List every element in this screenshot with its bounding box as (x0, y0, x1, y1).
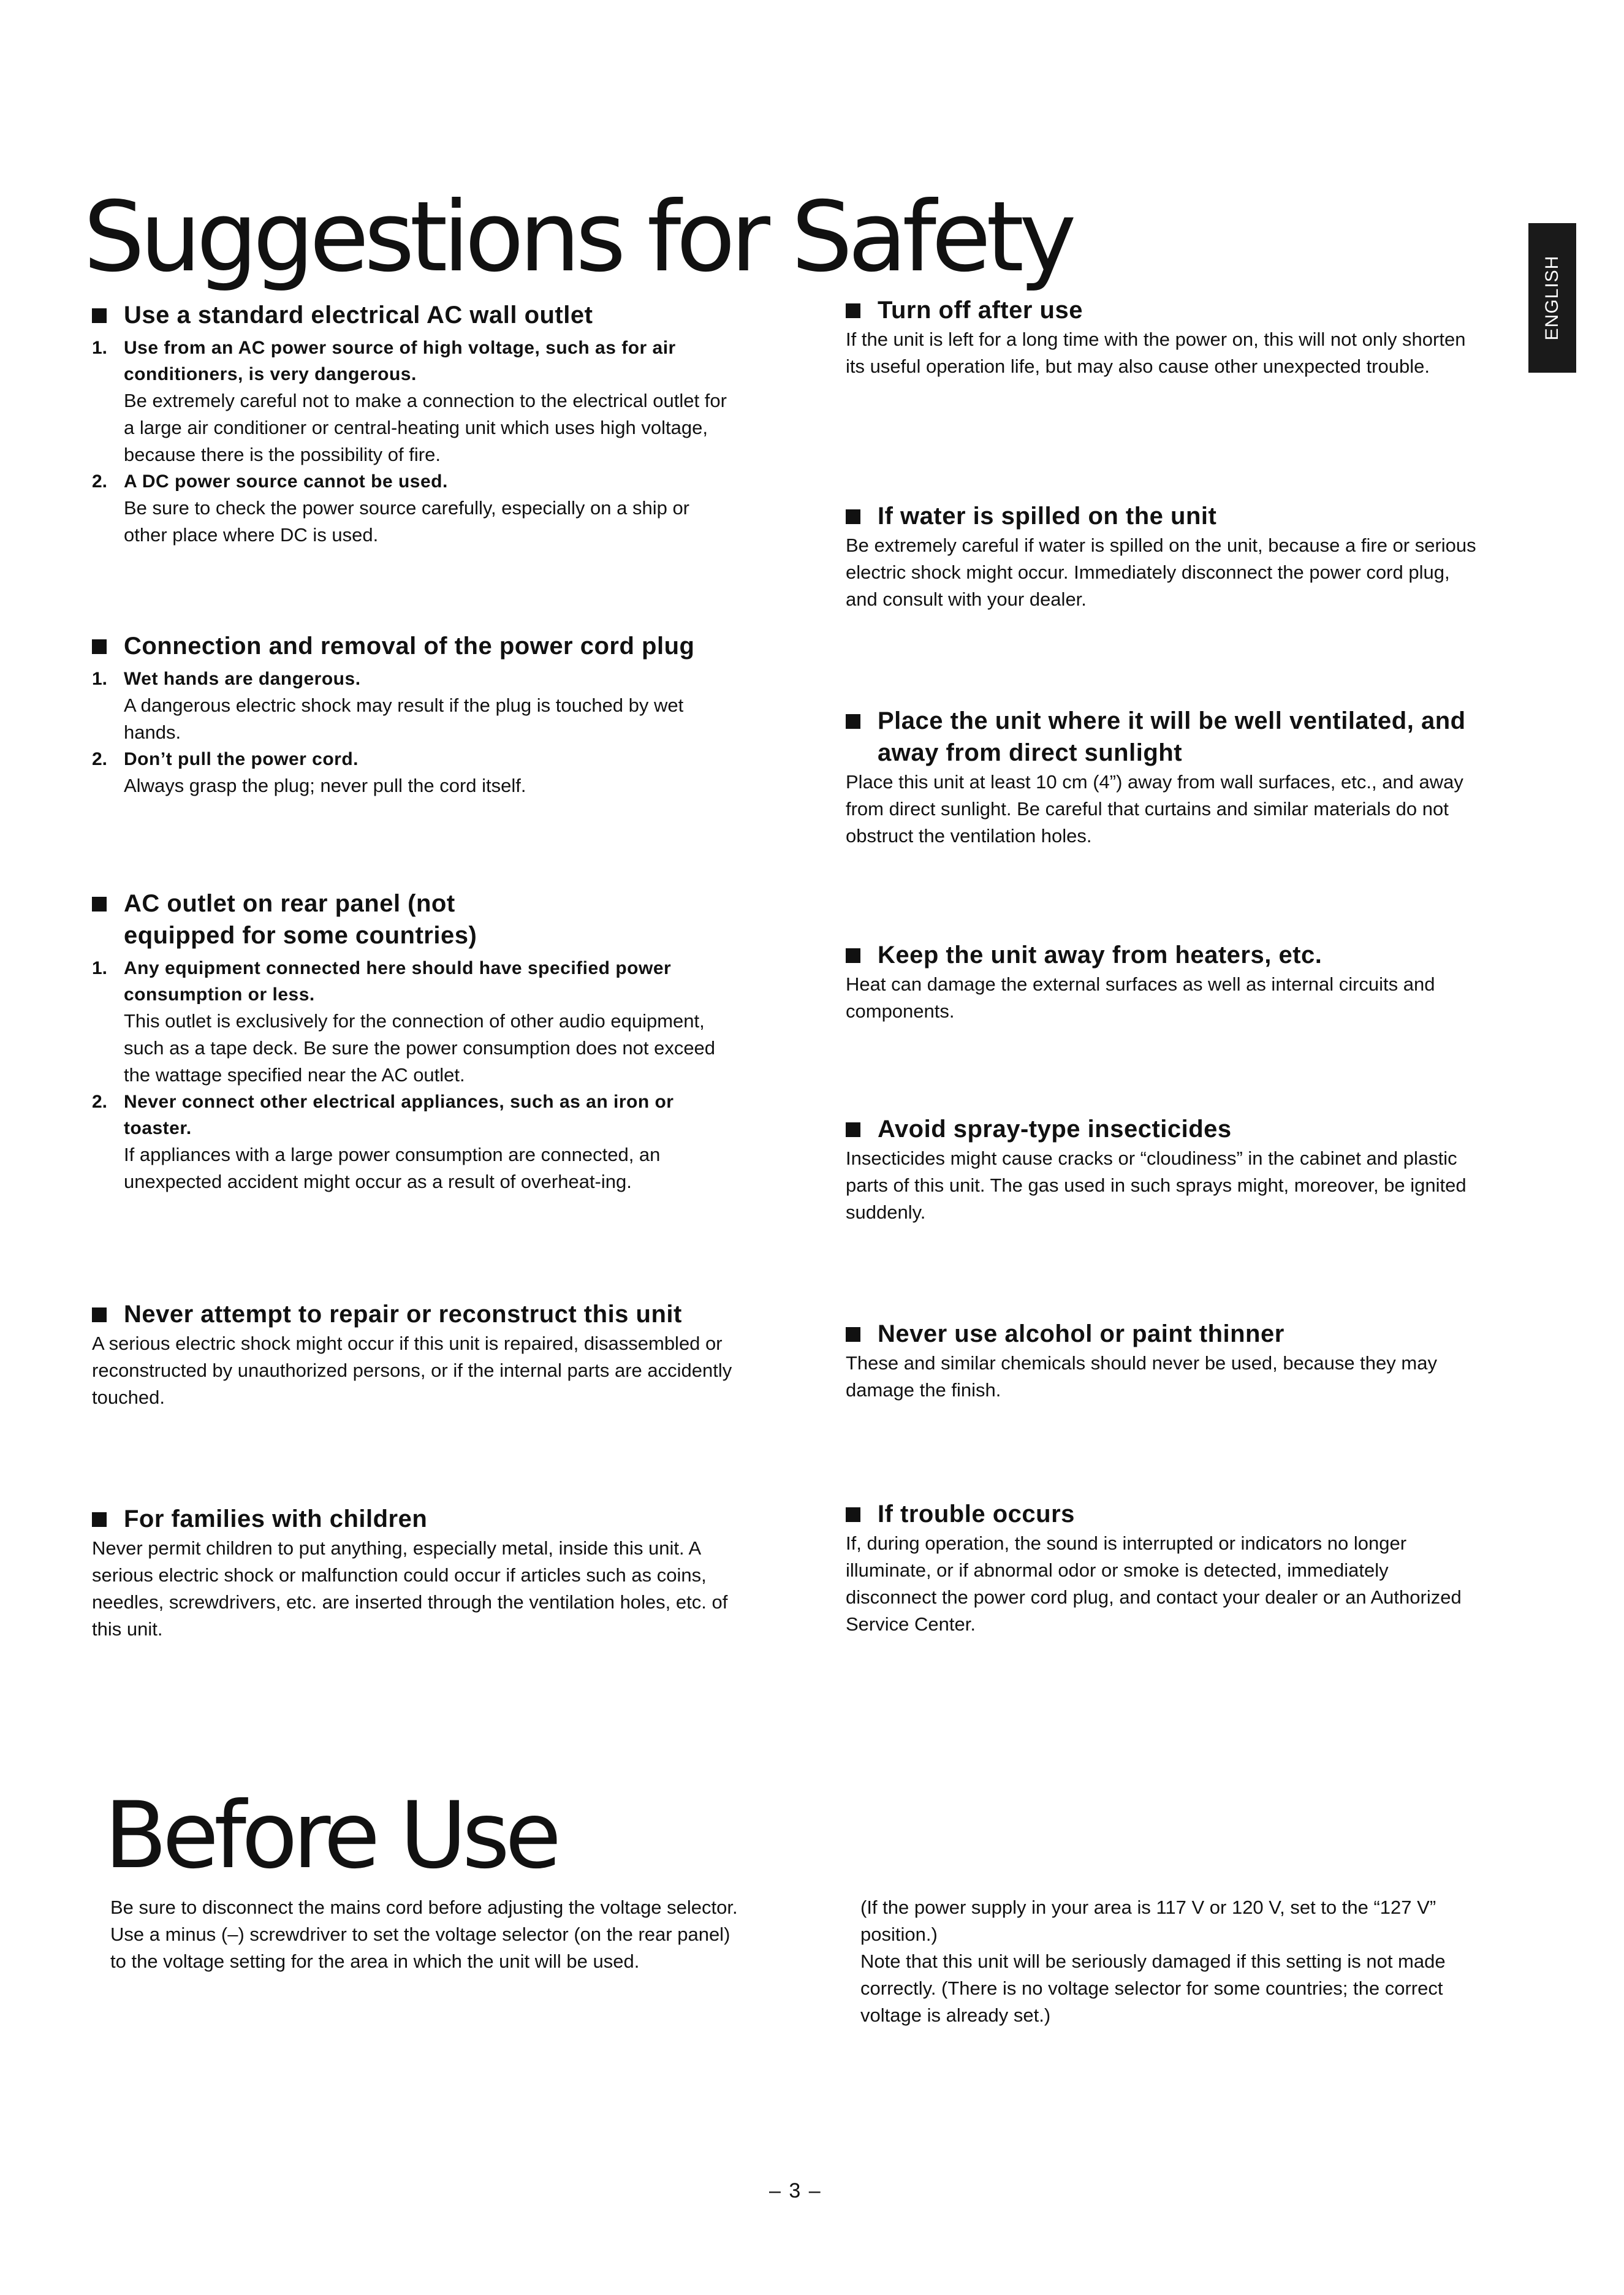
language-tab (1528, 223, 1576, 373)
section-heading: Keep the unit away from heaters, etc. (846, 939, 1483, 971)
page-number: – 3 – (769, 2179, 822, 2202)
section-text: Insecticides might cause cracks or “cloudiness” in the cabinet and plastic parts of this unit. The gas used in such sprays might, moreover, be ignited suddenly. (846, 1148, 1467, 1223)
item-title: Never connect other electrical appliances, such as an iron or toaster. (124, 1092, 674, 1138)
item-title: A DC power source cannot be used. (124, 471, 448, 492)
before-use-right (860, 1894, 1489, 2029)
before-use-title: Before Use (104, 1783, 557, 1889)
list-item (92, 335, 733, 468)
section-heading: Place the unit where it will be well ventilated, and away from direct sunlight (846, 705, 1483, 769)
section-heading: Connection and removal of the power cord plug (92, 630, 733, 662)
section-power-cord-plug (92, 630, 733, 799)
item-text: Always grasp the plug; never pull the cord itself. (124, 775, 526, 796)
section-children (92, 1503, 733, 1643)
item-number: 2. (92, 471, 108, 492)
section-ventilation (846, 705, 1483, 850)
list-item (92, 955, 733, 1089)
section-heading: AC outlet on rear panel (not equipped for some countries) (92, 888, 733, 951)
section-heading: Avoid spray-type insecticides (846, 1113, 1483, 1145)
section-heading: Turn off after use (846, 294, 1483, 326)
section-heading: Use a standard electrical AC wall outlet (92, 299, 733, 331)
numbered-list (92, 335, 733, 549)
section-heading: For families with children (92, 1503, 733, 1535)
list-item (92, 666, 733, 746)
section-heading: Never attempt to repair or reconstruct this unit (92, 1298, 733, 1330)
section-heading: If trouble occurs (846, 1498, 1483, 1530)
list-item (92, 1089, 733, 1195)
before-use-paragraph: Note that this unit will be seriously damaged if this setting is not made correctly. (There is no voltage selector for some countries; the correct voltage is already set.) (860, 1951, 1446, 2026)
before-use-paragraph: Use a minus (–) screwdriver to set the voltage selector (on the rear panel) to the voltage setting for the area in which the unit will be used. (110, 1924, 730, 1972)
section-text: Place this unit at least 10 cm (4”) away from wall surfaces, etc., and away from direct sunlight. Be careful that curtains and similar materials do not obstruct the ventilation holes. (846, 771, 1463, 847)
item-number: 2. (92, 749, 108, 769)
item-number: 2. (92, 1092, 108, 1112)
language-tab-label: ENGLISH (1542, 255, 1562, 341)
section-text: Be extremely careful if water is spilled on the unit, because a fire or serious electric shock might occur. Immediately disconnect the power cord plug, and consult with your dealer. (846, 535, 1476, 610)
before-use-paragraph: Be sure to disconnect the mains cord before adjusting the voltage selector. (110, 1897, 738, 1918)
section-text: If the unit is left for a long time with the power on, this will not only shorten its useful operation life, but may also cause other unexpected trouble. (846, 329, 1466, 377)
section-rear-panel-outlet (92, 888, 733, 1195)
numbered-list (92, 666, 733, 799)
section-ac-wall-outlet (92, 299, 733, 549)
item-number: 1. (92, 669, 108, 689)
item-number: 1. (92, 958, 108, 978)
section-never-repair (92, 1298, 733, 1411)
list-item (92, 746, 733, 799)
item-text: This outlet is exclusively for the connection of other audio equipment, such as a tape deck. Be sure the power consumption does not exceed the wattage specified near the AC outlet. (124, 1010, 716, 1086)
section-heading: If water is spilled on the unit (846, 500, 1483, 532)
right-column (846, 0, 1483, 1686)
item-title: Use from an AC power source of high voltage, such as for air conditioners, is very dangerous. (124, 338, 676, 384)
item-number: 1. (92, 338, 108, 358)
section-heaters (846, 939, 1483, 1025)
section-text: Never permit children to put anything, especially metal, inside this unit. A serious electric shock or malfunction could occur if articles such as coins, needles, screwdrivers, etc. are inserted through the ventilation holes, etc. of this unit. (92, 1537, 728, 1640)
item-text: Be sure to check the power source carefully, especially on a ship or other place where DC is used. (124, 497, 690, 546)
before-use-paragraph: (If the power supply in your area is 117 V or 120 V, set to the “127 V” position.) (860, 1897, 1436, 1945)
item-title: Any equipment connected here should have specified power consumption or less. (124, 958, 672, 1005)
section-text: Heat can damage the external surfaces as well as internal circuits and components. (846, 973, 1435, 1022)
section-text: A serious electric shock might occur if this unit is repaired, disassembled or reconstructed by unauthorized persons, or if the internal parts are accidently touched. (92, 1333, 732, 1408)
section-trouble (846, 1498, 1483, 1638)
item-text: If appliances with a large power consumption are connected, an unexpected accident might occur as a result of overheat-ing. (124, 1144, 661, 1192)
section-turn-off (846, 294, 1483, 380)
section-heading: Never use alcohol or paint thinner (846, 1318, 1483, 1350)
section-insecticides (846, 1113, 1483, 1226)
section-alcohol-thinner (846, 1318, 1483, 1404)
item-title: Don’t pull the power cord. (124, 749, 359, 769)
section-text: These and similar chemicals should never be used, because they may damage the finish. (846, 1352, 1437, 1401)
before-use-left (110, 1894, 739, 1975)
item-text: Be extremely careful not to make a connection to the electrical outlet for a large air conditioner or central-heating unit which uses high voltage, because there is the possibility of fire. (124, 390, 727, 465)
left-column (92, 0, 733, 1686)
item-title: Wet hands are dangerous. (124, 669, 361, 689)
item-text: A dangerous electric shock may result if the plug is touched by wet hands. (124, 695, 684, 743)
list-item (92, 468, 733, 549)
page-title: Suggestions for Safety (83, 181, 1072, 294)
numbered-list (92, 955, 733, 1195)
section-text: If, during operation, the sound is interrupted or indicators no longer illuminate, or if abnormal odor or smoke is detected, immediately disconnect the power cord plug, and contact your dealer or an Authorized Service Center. (846, 1532, 1462, 1635)
section-water-spilled (846, 500, 1483, 613)
